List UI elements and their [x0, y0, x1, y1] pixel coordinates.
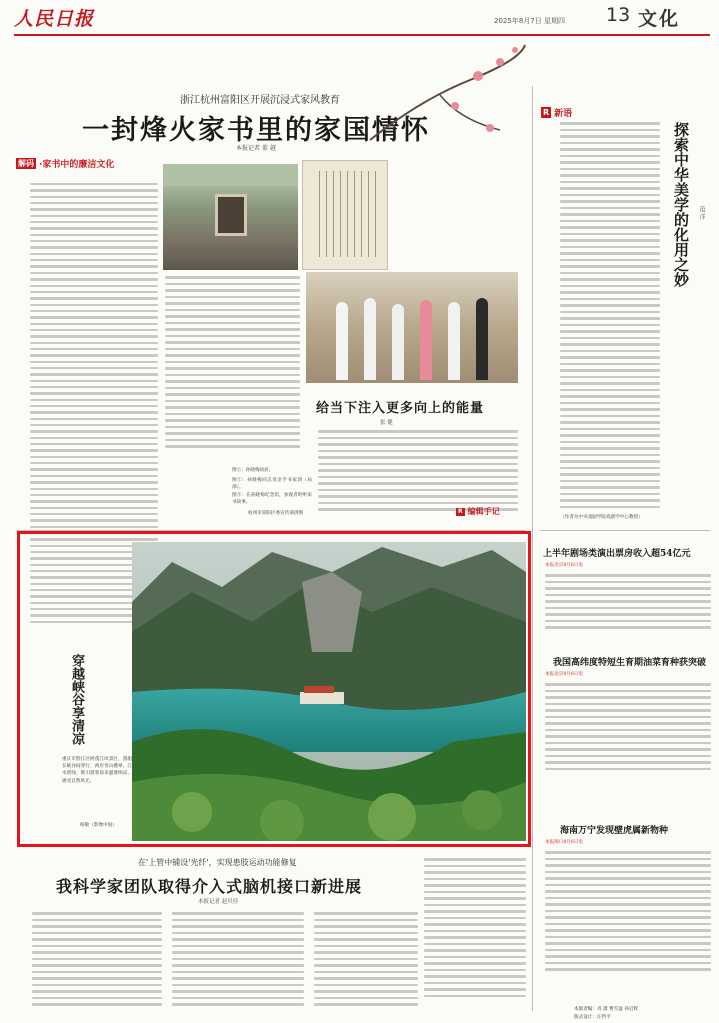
issue-date: 2025年8月7日 星期四	[494, 17, 565, 25]
divider-main-right	[532, 86, 533, 1011]
news-text-3	[545, 851, 711, 1001]
photo-gorge-landscape	[132, 542, 526, 841]
science-text-col-2	[172, 912, 304, 1016]
photo-caption-1: 图①：孙晓梅故居。	[232, 468, 274, 473]
column-tag: 新语	[554, 109, 573, 119]
divider-right-1	[540, 530, 710, 531]
feature-kicker: 浙江杭州富阳区开展沉浸式家风教育	[180, 95, 340, 106]
photo-story-caption: 重庆市黔江区阿蓬江风景区，游船在峡谷间穿行，两岸青山叠翠，江水碧绿，吸引游客前来避暑纳凉、感受自然风光。	[62, 757, 132, 784]
news-headline-2: 我国高纬度特短生育期油菜育种获突破	[553, 658, 707, 668]
photo-story-credit: 杨敏（影像中国）	[80, 823, 117, 828]
footer-design: 版式设计：汪哲平	[574, 1015, 611, 1020]
photo-story-title: 穿越峡谷享清凉	[69, 654, 84, 745]
feature-article-text-continued	[165, 276, 300, 458]
photo-residence	[163, 164, 298, 270]
page-number: 13	[606, 4, 631, 26]
news-dateline-2: 本报北京8月6日电	[545, 672, 584, 677]
masthead-rule	[14, 34, 710, 36]
news-text-1	[545, 574, 711, 644]
science-text-col-4	[424, 858, 526, 1016]
column-section-tag: R 新语	[543, 108, 573, 119]
photo-caption-3: 图③：在孙晓梅纪念馆，参观者聆听家书故事。	[232, 493, 312, 506]
photo-credit: 杭州市富阳区委宣传部供图	[248, 511, 304, 516]
tag-text: ·家书中的廉洁文化	[39, 160, 115, 170]
commentary-author: 张 健	[380, 420, 393, 426]
commentary-headline: 给当下注入更多向上的能量	[316, 401, 485, 416]
news-text-2	[545, 683, 711, 793]
science-kicker: 在'上管中铺设'光纤'，实现患肢运动功能修复	[138, 858, 297, 867]
commentary-tag-label: 编辑手记	[467, 507, 500, 516]
science-headline: 我科学家团队取得介入式脑机接口新进展	[56, 877, 363, 896]
photo-caption-2: 图②：孙晓梅同志母亲手书家训（局部）。	[232, 478, 312, 491]
news-headline-1: 上半年剧场类演出票房收入超54亿元	[543, 549, 691, 559]
column-footer: （作者为中央戏剧学院戏剧学中心教授）	[560, 515, 643, 520]
photo-calligraphy	[302, 160, 388, 270]
news-headline-3: 海南万宁发现壁虎属新物种	[560, 826, 669, 836]
feature-headline: 一封烽火家书里的家国情怀	[82, 115, 430, 146]
feature-byline: 本报记者 董 越	[236, 145, 276, 152]
science-byline: 本报记者 赵贝佳	[198, 899, 239, 905]
column-title: 探索中华美学的化用之妙	[672, 122, 690, 287]
column-text	[560, 122, 660, 510]
feature-section-tag	[16, 157, 114, 170]
masthead	[0, 0, 719, 32]
commentary-tag: R 编辑手记	[458, 507, 500, 516]
science-text-col-1	[32, 912, 162, 1016]
newspaper-logo: 人民日报	[14, 8, 95, 30]
plum-blossom-decoration	[360, 40, 530, 150]
tag-label: 解码	[18, 159, 34, 168]
photo-story-box	[17, 531, 531, 847]
section-name: 文化	[638, 8, 681, 30]
science-text-col-3	[314, 912, 418, 1016]
news-dateline-1: 本报北京8月6日电	[545, 563, 584, 568]
photo-group-visit	[306, 272, 518, 383]
footer-credit: 本版责编：肖 潇 曹雪盈 孙启辉	[574, 1007, 639, 1012]
news-dateline-3: 本报海口8月6日电	[545, 840, 584, 845]
column-author: 范 洋	[698, 206, 705, 220]
